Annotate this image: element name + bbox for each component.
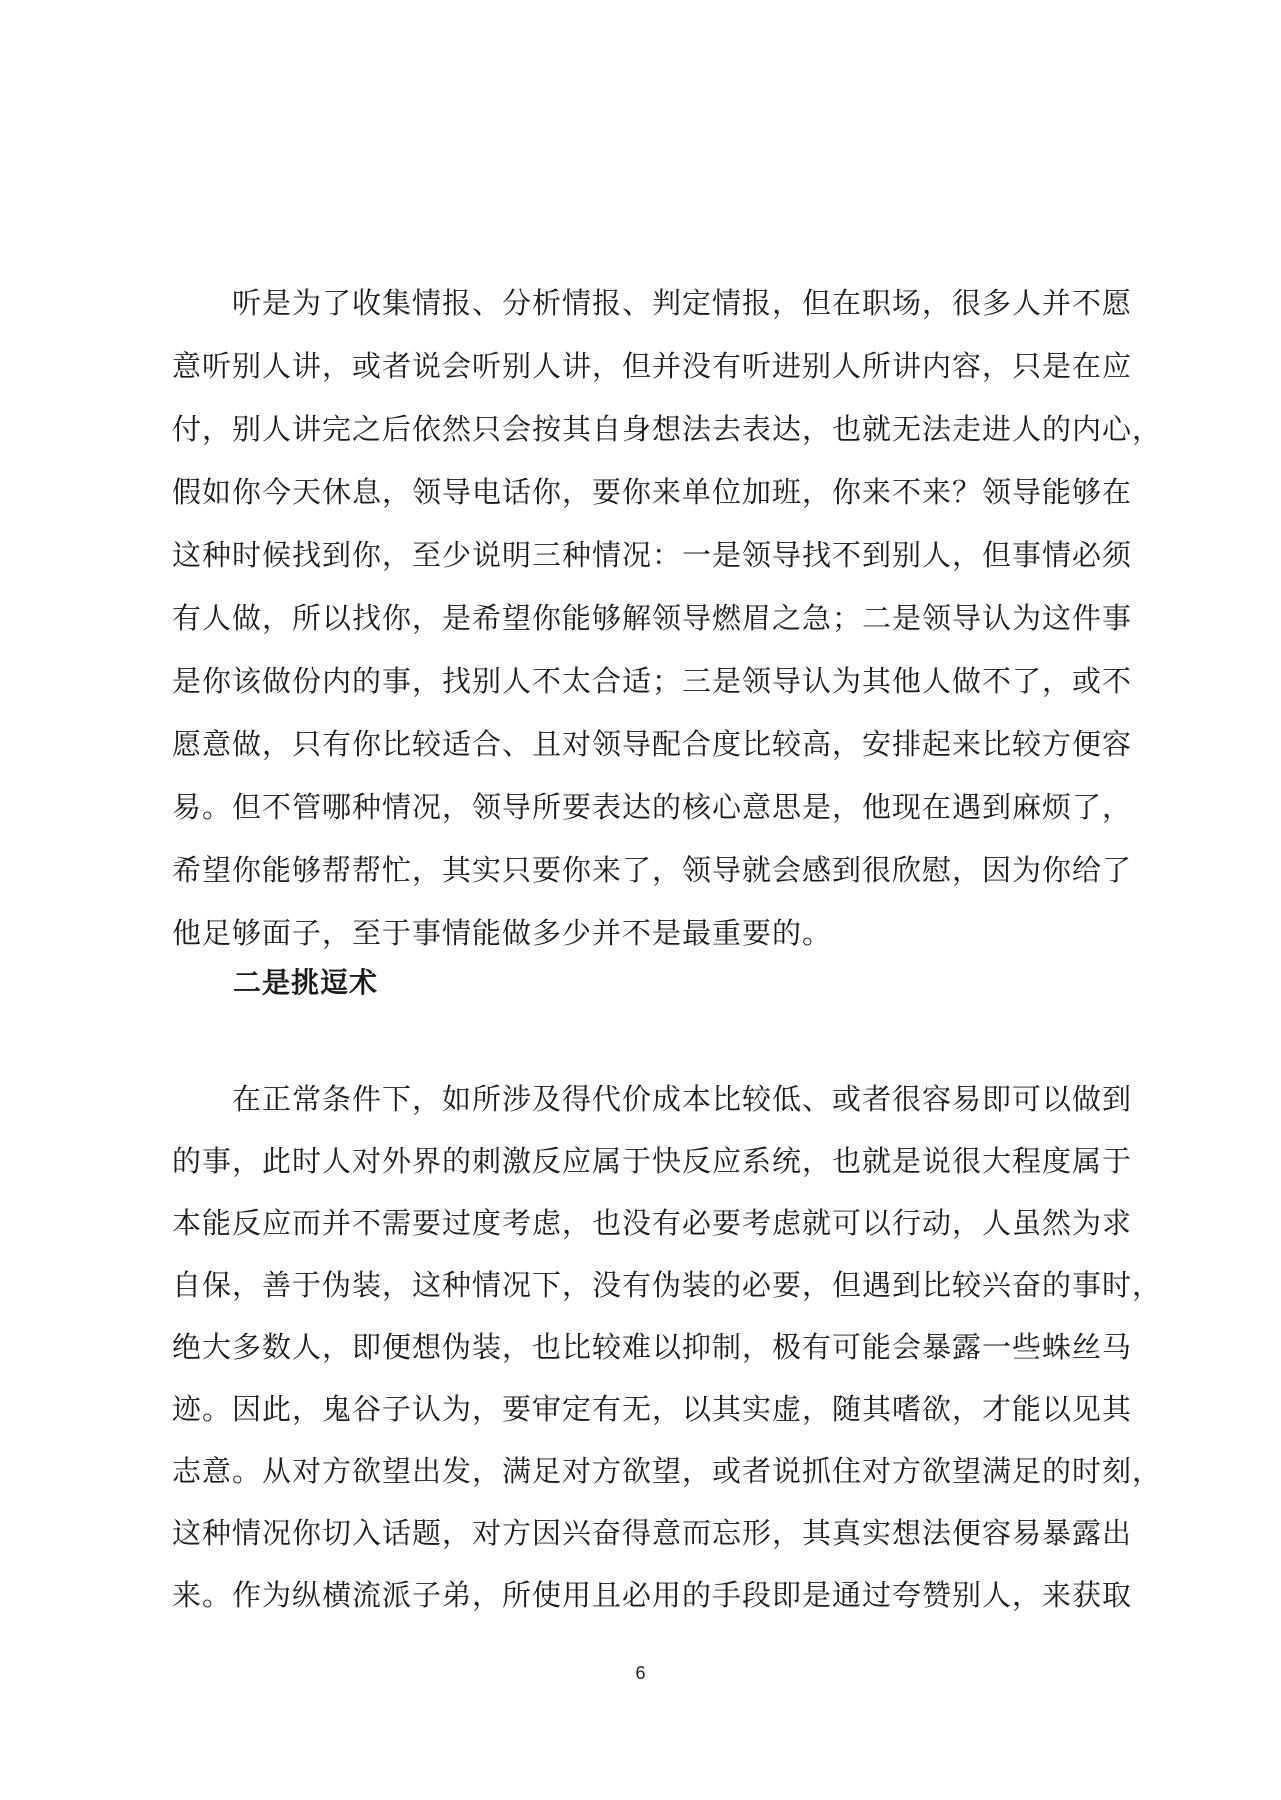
paragraph-line: 付，别人讲完之后依然只会按其自身想法去表达，也就无法走进人的内心，: [172, 412, 1163, 446]
paragraph-line: 在正常条件下，如所涉及得代价成本比较低、或者很容易即可以做到: [232, 1082, 1133, 1116]
paragraph-line: 本能反应而并不需要过度考虑，也没有必要考虑就可以行动，人虽然为求: [172, 1206, 1133, 1240]
paragraph-line: 意听别人讲，或者说会听别人讲，但并没有听进别人所讲内容，只是在应: [172, 349, 1133, 383]
paragraph-line: 的事，此时人对外界的刺激反应属于快反应系统，也就是说很大程度属于: [172, 1144, 1133, 1178]
paragraph-line: 自保，善于伪装，这种情况下，没有伪装的必要，但遇到比较兴奋的事时，: [172, 1268, 1163, 1302]
page-number: 6: [635, 1663, 646, 1683]
paragraph-line: 希望你能够帮帮忙，其实只要你来了，领导就会感到很欣慰，因为你给了: [172, 853, 1133, 887]
paragraph-line: 志意。从对方欲望出发，满足对方欲望，或者说抓住对方欲望满足的时刻，: [172, 1454, 1163, 1488]
paragraph-provoking: [172, 1068, 1163, 1626]
paragraph-line: 有人做，所以找你，是希望你能够解领导燃眉之急；二是领导认为这件事: [172, 601, 1133, 635]
paragraph-line: 这种时候找到你，至少说明三种情况：一是领导找不到别人，但事情必须: [172, 538, 1133, 572]
paragraph-line: 这种情况你切入话题，对方因兴奋得意而忘形，其真实想法便容易暴露出: [172, 1516, 1133, 1550]
paragraph-line: 来。作为纵横流派子弟，所使用且必用的手段即是通过夸赞别人，来获取: [172, 1578, 1133, 1612]
paragraph-line: 假如你今天休息，领导电话你，要你来单位加班，你来不来？领导能够在: [172, 475, 1133, 509]
paragraph-listening: [172, 272, 1163, 965]
paragraph-line: 绝大多数人，即便想伪装，也比较难以抑制，极有可能会暴露一些蛛丝马: [172, 1330, 1133, 1364]
section-heading: 二是挑逗术: [233, 966, 379, 999]
paragraph-line: 迹。因此，鬼谷子认为，要审定有无，以其实虚，随其嗜欲，才能以见其: [172, 1392, 1133, 1426]
paragraph-line: 易。但不管哪种情况，领导所要表达的核心意思是，他现在遇到麻烦了，: [172, 790, 1133, 824]
paragraph-line: 听是为了收集情报、分析情报、判定情报，但在职场，很多人并不愿: [232, 286, 1133, 320]
paragraph-line: 是你该做份内的事，找别人不太合适；三是领导认为其他人做不了，或不: [172, 664, 1133, 698]
paragraph-line: 愿意做，只有你比较适合、且对领导配合度比较高，安排起来比较方便容: [172, 727, 1133, 761]
paragraph-line: 他足够面子，至于事情能做多少并不是最重要的。: [172, 916, 833, 950]
